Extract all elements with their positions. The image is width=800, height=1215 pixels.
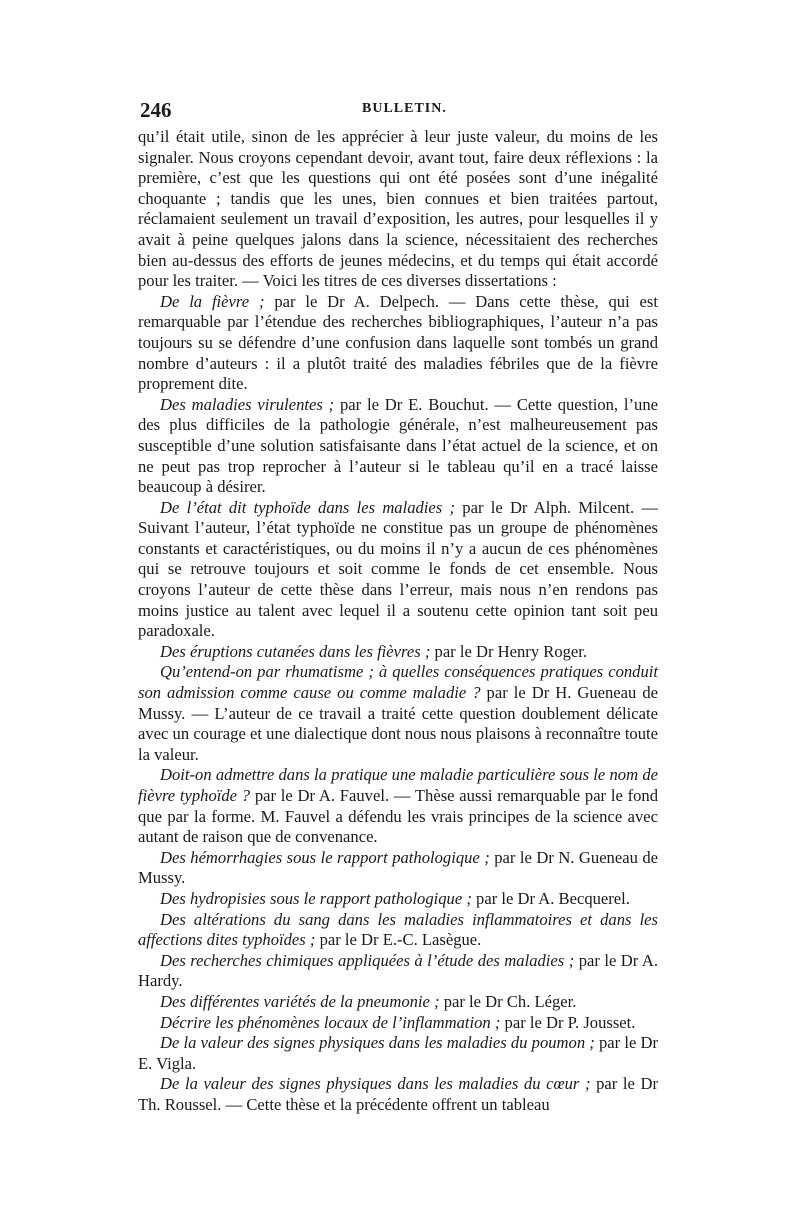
intro-paragraph: qu’il était utile, sinon de les apprécier à leur juste valeur, du moins de les signaler. Nous croyons cependant devoir, avant tout, faire deux réflexions : la première, c’est que les questions qui ont été posées sont d’une inégalité choquante ; tandis que les unes, bien connues et bien traitées partout, réclamaient seulement un travail d’exposition, les autres, pour lesquelles il y avait à peine quelques jalons dans la science, nécessitaient des recherches bien au-dessus des efforts de jeunes médecins, et du temps qui était accordé pour les traiter. — Voici les titres de ces diverses dissertations : (138, 127, 658, 291)
thesis-entry (138, 642, 658, 663)
entry-title: De la valeur des signes physiques dans les maladies du cœur ; (160, 1074, 591, 1094)
entry-text: par le Dr P. Jousset. (500, 1012, 636, 1032)
entry-text: par le Dr E. Bouchut. — Cette question, l’une des plus difficiles de la pathologie générale, n’est malheureusement pas susceptible d’une solution satisfaisante dans l’état actuel de la science, et on ne peut pas trop reprocher à l’auteur si le tableau qu’il en a tracé laisse beaucoup à désirer. (138, 394, 658, 497)
entry-text: par le Dr E. Vigla. (138, 1033, 658, 1073)
entry-text: par le Dr N. Gueneau de Mussy. (138, 847, 659, 888)
thesis-entry (138, 1013, 658, 1034)
entry-title: Des maladies virulentes ; (160, 394, 335, 414)
entry-text: par le Dr A. Hardy. (138, 950, 658, 991)
thesis-entry (138, 951, 658, 992)
entry-title: Des différentes variétés de la pneumonie ; (160, 991, 440, 1011)
entry-title: Doit-on admettre dans la pratique une maladie particulière sous le nom de fièvre typhoïde ? (138, 765, 658, 805)
entry-title: Des éruptions cutanées dans les fièvres ; (160, 641, 431, 661)
entry-title: Des hydropisies sous le rapport pathologique ; (160, 888, 472, 908)
entry-text: par le Dr E.-C. Lasègue. (315, 930, 482, 950)
entry-text: par le Dr A. Delpech. — Dans cette thèse, qui est remarquable par l’étendue des recherches bibliographiques, l’auteur n’a pas toujours su se défendre d’une confusion dans laquelle sont tombés un grand nombre d’auteurs : il a plutôt traité des maladies fébriles que de la fièvre proprement dite. (138, 291, 658, 394)
entry-text: par le Dr Henry Roger. (430, 641, 588, 661)
thesis-entry (138, 1074, 658, 1115)
thesis-entry (138, 848, 658, 889)
entry-title: Décrire les phénomènes locaux de l’inflammation ; (160, 1012, 501, 1032)
entry-text: par le Dr Alph. Milcent. — Suivant l’auteur, l’état typhoïde ne constitue pas un groupe de phénomènes constants et caractéristiques, ou du moins il n’y a aucun de ces phénomènes qui se retrouve toujours et soit comme le fonds de cet ensemble. Nous croyons l’auteur de cette thèse dans l’erreur, mais nous n’en rendons pas moins justice au talent avec lequel il a soutenu cette opinion tant soit peu paradoxale. (138, 497, 658, 641)
body-text (138, 127, 658, 1116)
thesis-entry (138, 498, 658, 642)
running-title: BULLETIN. (362, 101, 447, 116)
thesis-entry (138, 889, 658, 910)
entry-title: De l’état dit typhoïde dans les maladies ; (160, 497, 456, 517)
thesis-entry (138, 765, 658, 847)
thesis-entry (138, 292, 658, 395)
entry-text: par le Dr A. Becquerel. (471, 888, 630, 908)
entry-title: De la fièvre ; (160, 291, 265, 311)
entry-text: par le Dr H. Gueneau de Mussy. — L’auteur de ce travail a traité cette question doublement délicate avec un courage et une dialectique dont nous nous plaisons à reconnaître toute la valeur. (138, 683, 658, 764)
page-number: 246 (140, 98, 172, 122)
entry-title: Des recherches chimiques appliquées à l’étude des maladies ; (160, 950, 575, 970)
thesis-entry (138, 992, 658, 1013)
entry-title: Des hémorrhagies sous le rapport pathologique ; (160, 847, 490, 867)
thesis-entry (138, 395, 658, 498)
entry-title: De la valeur des signes physiques dans les maladies du poumon ; (160, 1033, 595, 1053)
thesis-entry (138, 910, 658, 951)
entry-title: Des altérations du sang dans les maladies inflammatoires et dans les affections dites typhoïdes ; (138, 909, 658, 950)
page-header (140, 98, 660, 122)
thesis-entry (138, 662, 658, 765)
entry-title: Qu’entend-on par rhumatisme ; à quelles conséquences pratiques conduit son admission comme cause ou comme maladie ? (138, 662, 658, 703)
entry-text: par le Dr Ch. Léger. (439, 991, 577, 1011)
entry-text: par le Dr Th. Roussel. — Cette thèse et la précédente offrent un tableau (138, 1074, 658, 1114)
thesis-entry (138, 1033, 658, 1074)
entry-text: par le Dr A. Fauvel. — Thèse aussi remarquable par le fond que par la forme. M. Fauvel a défendu les vrais principes de la science avec autant de raison que de convenance. (138, 786, 658, 847)
